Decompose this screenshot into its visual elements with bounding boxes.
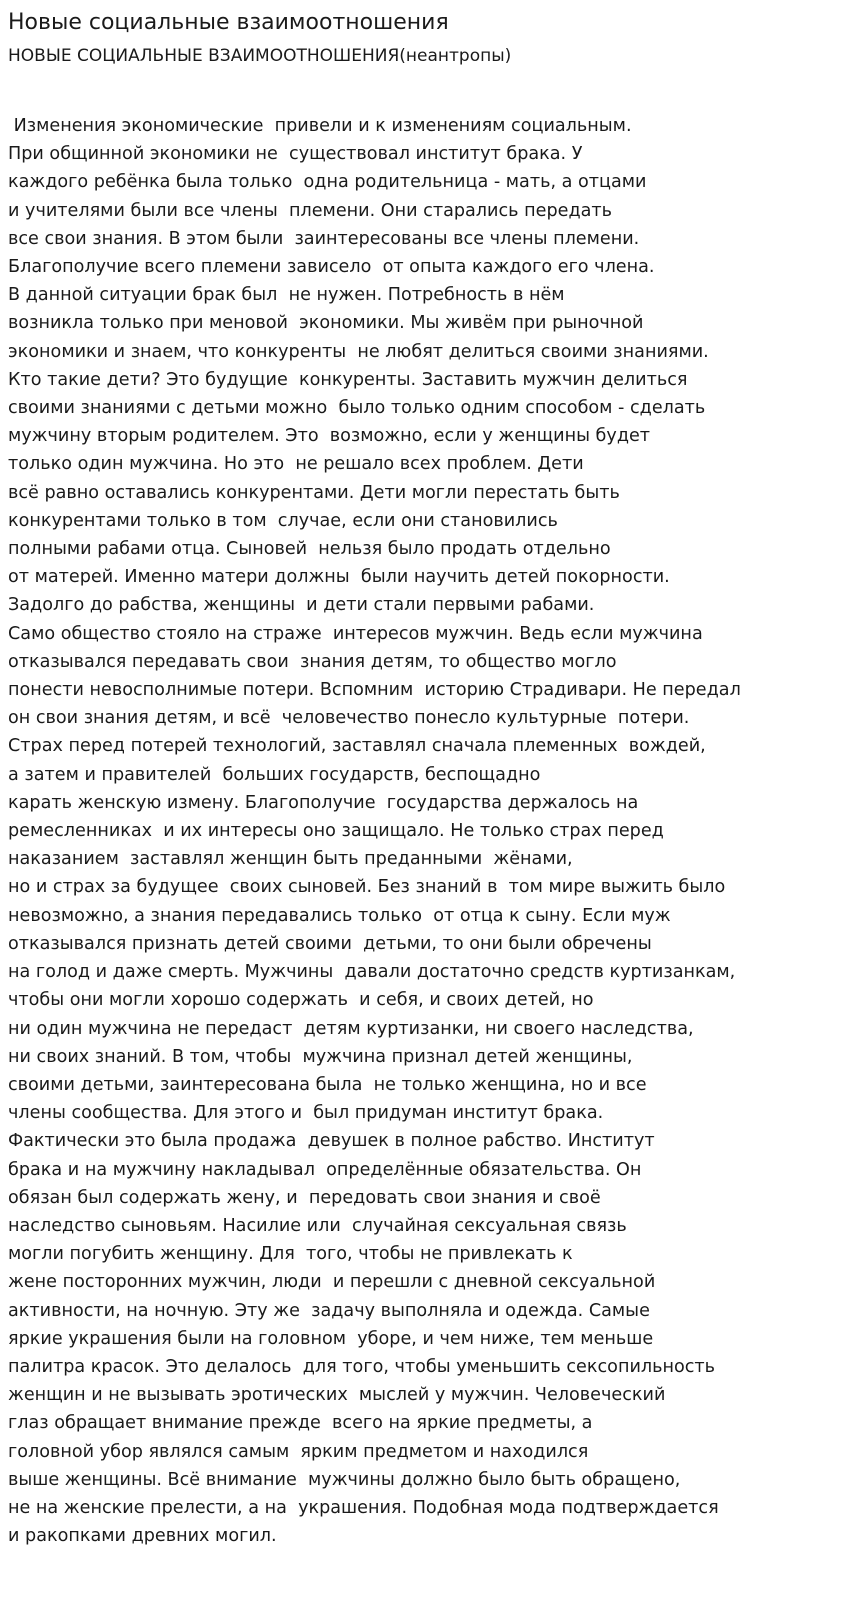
body-line: активности, на ночную. Эту же задачу выполняла и одежда. Самые (8, 1300, 650, 1321)
body-line: каждого ребёнка была только одна родительница - мать, а отцами (8, 172, 647, 193)
body-line: ремесленниках и их интересы оно защищало. Не только страх перед (8, 821, 664, 842)
body-line: брака и на мужчину накладывал определённые обязательства. Он (8, 1159, 642, 1180)
body-line: Кто такие дети? Это будущие конкуренты. Заставить мужчин делиться (8, 369, 688, 390)
body-line: отказывался признать детей своими детьми, то они были обречены (8, 933, 652, 954)
body-line: отказывался передавать свои знания детям, то общество могло (8, 651, 617, 672)
body-line: яркие украшения были на головном уборе, и чем ниже, тем меньше (8, 1328, 654, 1349)
body-line: но и страх за будущее своих сыновей. Без знаний в том мире выжить было (8, 877, 726, 898)
body-line: женщин и не вызывать эротических мыслей у мужчин. Человеческий (8, 1385, 666, 1406)
body-line: могли погубить женщину. Для того, чтобы не привлекать к (8, 1244, 573, 1265)
body-line: своими детьми, заинтересована была не только женщина, но и все (8, 1074, 647, 1095)
body-line: своими знаниями с детьми можно было только одним способом - сделать (8, 398, 706, 419)
body-line: наказанием заставлял женщин быть преданными жёнами, (8, 849, 573, 870)
body-line: полными рабами отца. Сыновей нельзя было продать отдельно (8, 539, 611, 560)
body-line: ни своих знаний. В том, чтобы мужчина признал детей женщины, (8, 1046, 633, 1067)
body-line: Задолго до рабства, женщины и дети стали первыми рабами. (8, 595, 595, 616)
body-line: а затем и правителей больших государств, беспощадно (8, 764, 541, 785)
article-subtitle: НОВЫЕ СОЦИАЛЬНЫЕ ВЗАИМООТНОШЕНИЯ(неантропы) (8, 46, 512, 66)
body-line: члены сообщества. Для этого и был придуман институт брака. (8, 1103, 604, 1124)
body-line: Само общество стояло на страже интересов мужчин. Ведь если мужчина (8, 623, 703, 644)
body-line: головной убор являлся самым ярким предметом и находился (8, 1441, 589, 1462)
body-line: он свои знания детям, и всё человечество понесло культурные потери. (8, 708, 690, 729)
body-line: В данной ситуации брак был не нужен. Потребность в нём (8, 285, 565, 306)
body-line: всё равно оставались конкурентами. Дети могли перестать быть (8, 482, 620, 503)
body-line: не на женские прелести, а на украшения. Подобная мода подтверждается (8, 1497, 719, 1518)
body-line: выше женщины. Всё внимание мужчины должно было быть обращено, (8, 1469, 681, 1490)
body-line: на голод и даже смерть. Мужчины давали достаточно средств куртизанкам, (8, 962, 736, 983)
page-title: Новые социальные взаимоотношения (8, 10, 449, 35)
body-line: карать женскую измену. Благополучие государства держалось на (8, 792, 639, 813)
body-line: только один мужчина. Но это не решало всех проблем. Дети (8, 454, 584, 475)
body-line: палитра красок. Это делалось для того, чтобы уменьшить сексопильность (8, 1356, 716, 1377)
body-line: понести невосполнимые потери. Вспомним историю Страдивари. Не передал (8, 680, 741, 701)
article-body (8, 112, 839, 1550)
body-line: все свои знания. В этом были заинтересованы все члены племени. (8, 228, 640, 249)
body-line: Благополучие всего племени зависело от опыта каждого его члена. (8, 257, 655, 278)
body-line: и учителями были все члены племени. Они старались передать (8, 200, 613, 221)
body-line: ни один мужчина не передаст детям куртизанки, ни своего наследства, (8, 1018, 694, 1039)
body-line: невозможно, а знания передавались только от отца к сыну. Если муж (8, 905, 671, 926)
body-line: от матерей. Именно матери должны были научить детей покорности. (8, 567, 670, 588)
body-line: экономики и знаем, что конкуренты не любят делиться своими знаниями. (8, 341, 709, 362)
body-line: наследство сыновьям. Насилие или случайная сексуальная связь (8, 1215, 627, 1236)
body-line: и ракопками древних могил. (8, 1526, 277, 1547)
body-line: обязан был содержать жену, и передовать свои знания и своё (8, 1187, 601, 1208)
body-line: глаз обращает внимание прежде всего на яркие предметы, а (8, 1413, 593, 1434)
body-line: конкурентами только в том случае, если они становились (8, 510, 558, 531)
body-line: мужчину вторым родителем. Это возможно, если у женщины будет (8, 426, 651, 447)
body-line: жене посторонних мужчин, люди и перешли с дневной сексуальной (8, 1272, 656, 1293)
body-line: При общинной экономики не существовал институт брака. У (8, 144, 583, 165)
body-line: чтобы они могли хорошо содержать и себя, и своих детей, но (8, 990, 594, 1011)
body-line: Фактически это была продажа девушек в полное рабство. Институт (8, 1131, 655, 1152)
body-line: Страх перед потерей технологий, заставлял сначала племенных вождей, (8, 736, 706, 757)
body-line: возникла только при меновой экономики. Мы живём при рыночной (8, 313, 644, 334)
body-line: Изменения экономические привели и к изменениям социальным. (8, 116, 632, 136)
